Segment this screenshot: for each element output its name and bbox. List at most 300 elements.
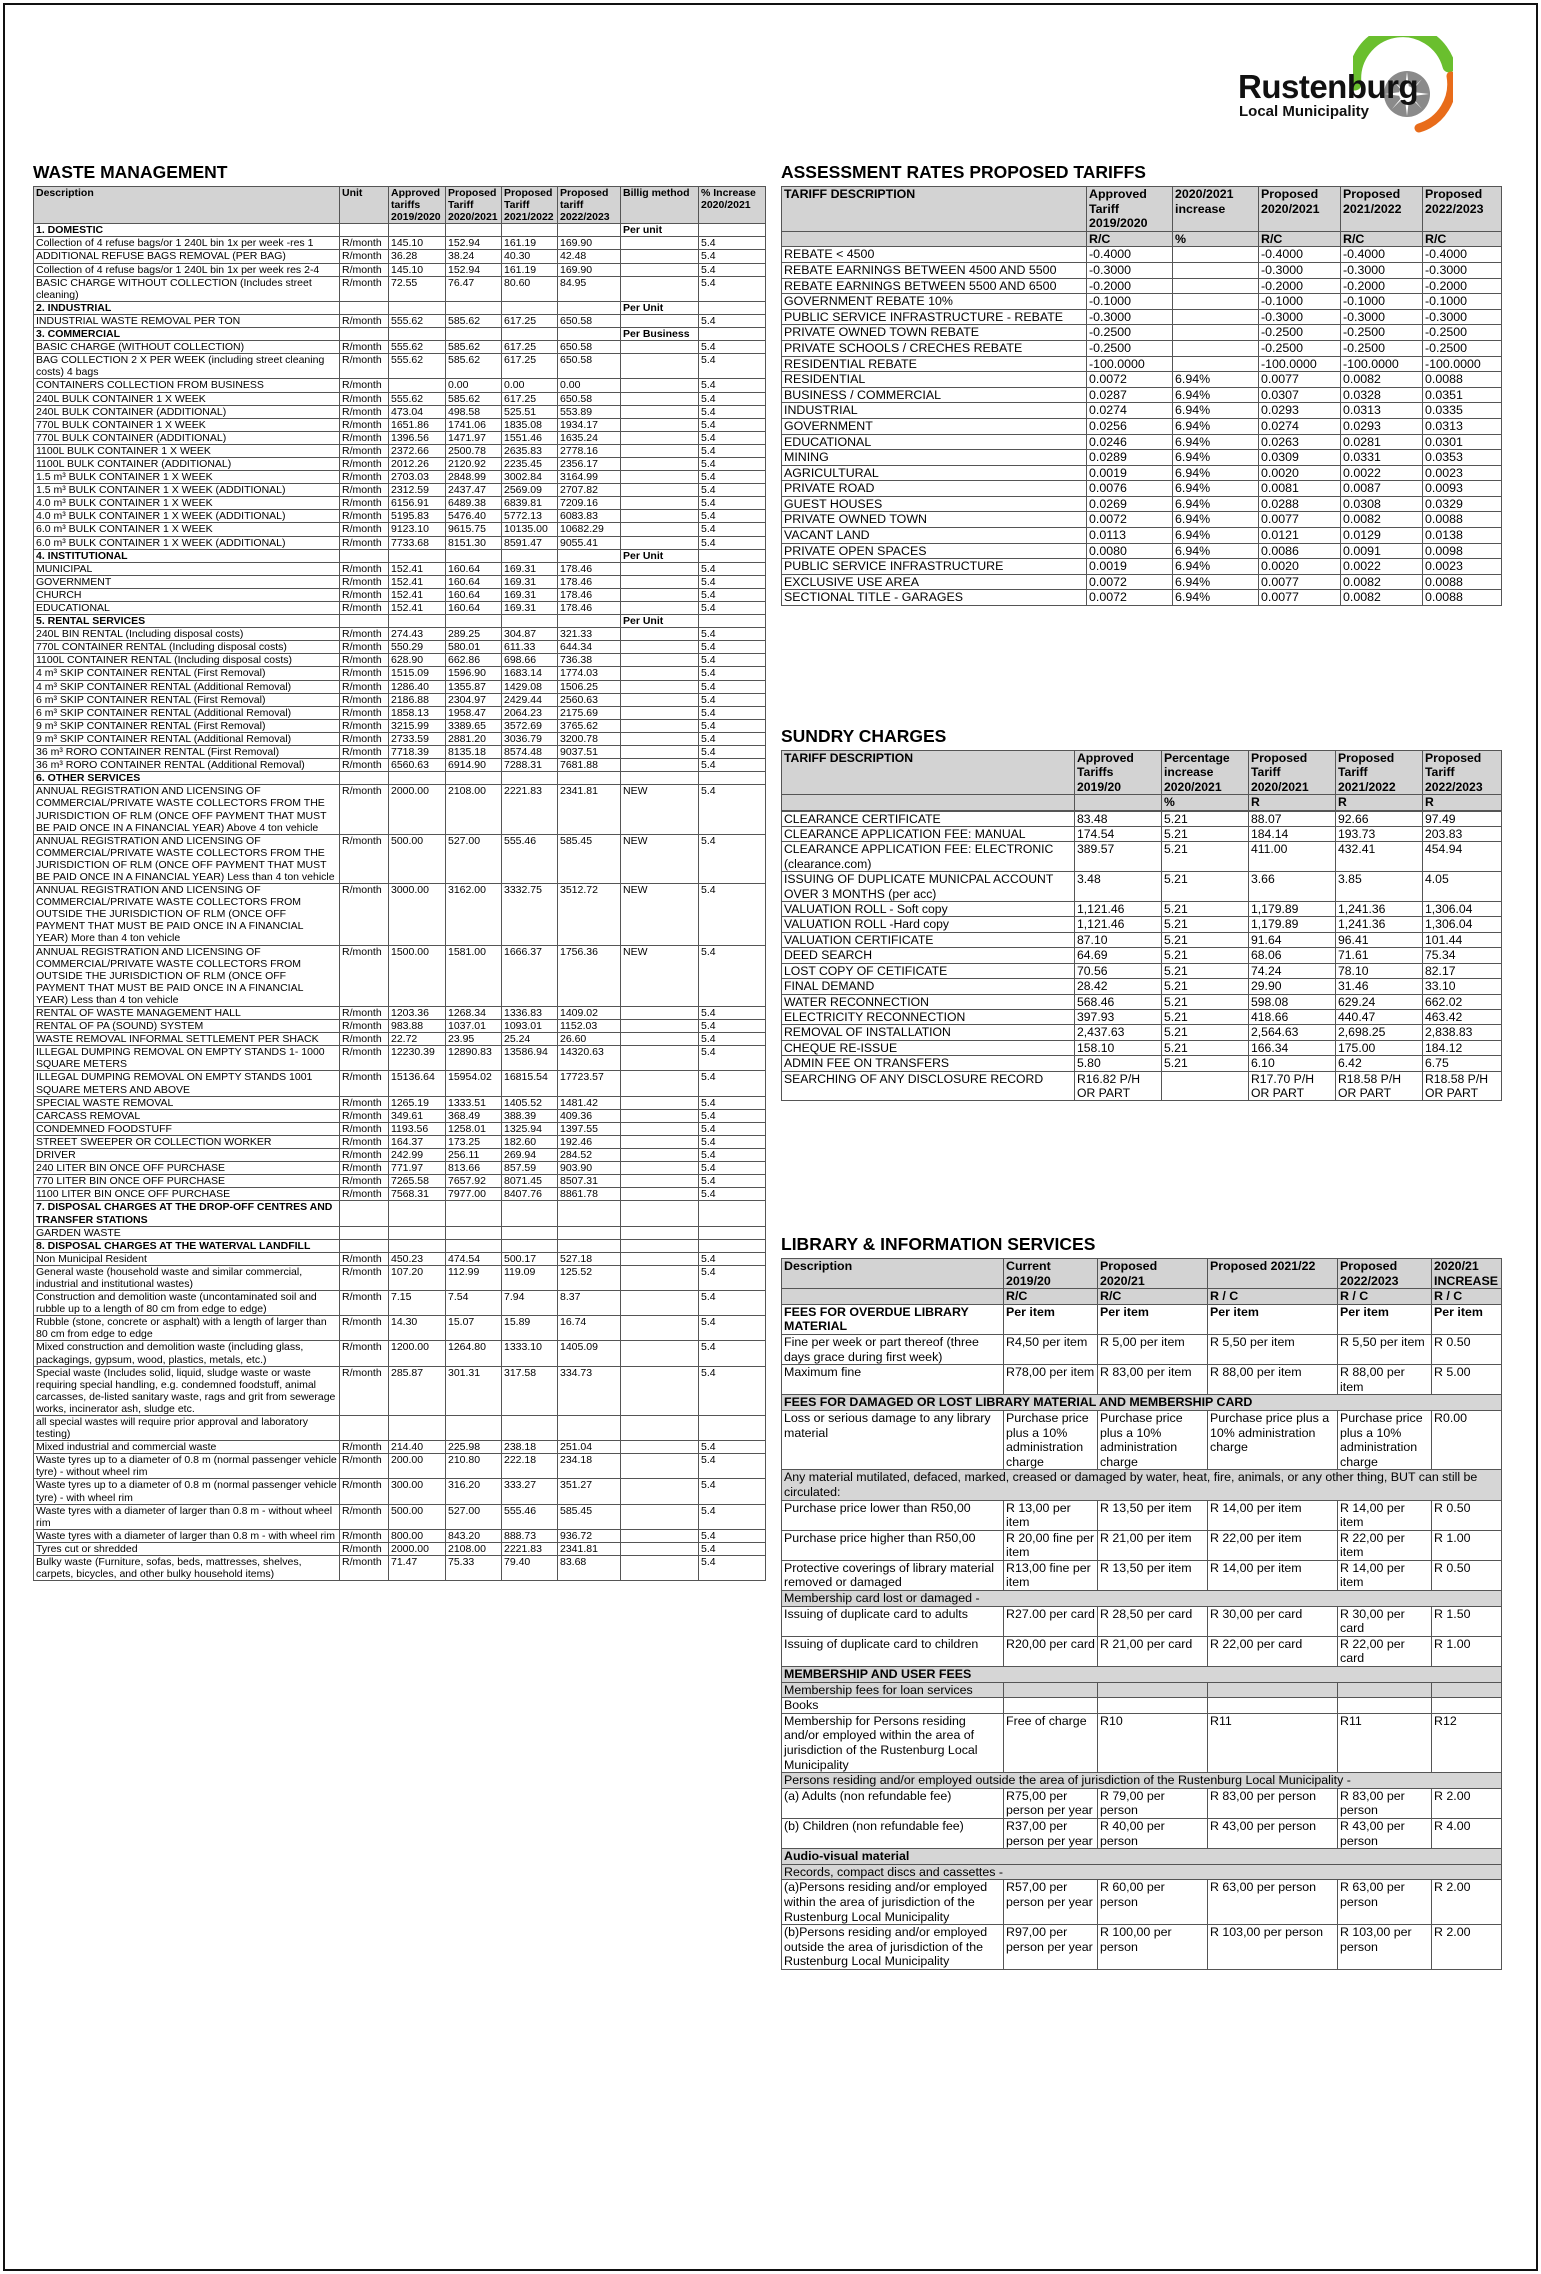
waste-cell: 1286.40	[389, 680, 446, 693]
waste-cell: Per Unit	[621, 301, 699, 314]
library-cell: R 22,00 per card	[1338, 1636, 1432, 1666]
logo-name: Rustenburg	[1238, 68, 1419, 105]
sundry-cell: R	[1423, 795, 1502, 810]
waste-cell: 1756.36	[558, 945, 621, 1006]
waste-cell: R/month	[340, 1007, 389, 1020]
rates-cell: -0.2000	[1341, 278, 1423, 294]
waste-cell	[621, 237, 699, 250]
waste-row	[34, 575, 766, 588]
waste-cell: DRIVER	[34, 1149, 340, 1162]
waste-row	[34, 785, 766, 834]
sundry-cell: 1,121.46	[1075, 917, 1162, 932]
library-band-cell: MEMBERSHIP AND USER FEES	[782, 1667, 1502, 1683]
sundry-cell: ISSUING OF DUPLICATE MUNICPAL ACCOUNT OVER 3 MONTHS (per acc)	[782, 872, 1075, 902]
waste-cell: 242.99	[389, 1149, 446, 1162]
waste-cell: 4.0 m³ BULK CONTAINER 1 X WEEK (ADDITIONAL)	[34, 510, 340, 523]
sundry-cell: CLEARANCE APPLICATION FEE: MANUAL	[782, 827, 1075, 842]
waste-cell: CHURCH	[34, 588, 340, 601]
waste-cell: 1429.08	[502, 680, 558, 693]
waste-col-header: Description	[34, 187, 340, 224]
rates-cell: -0.2500	[1259, 340, 1341, 356]
library-cell: R/C	[1098, 1289, 1208, 1305]
waste-cell: ANNUAL REGISTRATION AND LICENSING OF COMMERCIAL/PRIVATE WASTE COLLECTORS FROM OUTSIDE THE JURISDICTION OF RLM (ONCE OFF PAYMENT THAT MUST BE PAID ONCE IN A FINANCIAL YEAR) More than 4 ton vehicle	[34, 884, 340, 945]
waste-cell: 5.4	[699, 1366, 766, 1415]
waste-cell	[621, 562, 699, 575]
waste-cell: 585.45	[558, 834, 621, 883]
waste-cell	[446, 1201, 502, 1226]
waste-cell	[621, 444, 699, 457]
waste-cell: Per Business	[621, 328, 699, 341]
waste-cell	[621, 1316, 699, 1341]
waste-cell: 2. INDUSTRIAL	[34, 301, 340, 314]
waste-cell: 1666.37	[502, 945, 558, 1006]
waste-cell: R/month	[340, 706, 389, 719]
sundry-cell: REMOVAL OF INSTALLATION	[782, 1025, 1075, 1040]
waste-cell: 3002.84	[502, 471, 558, 484]
sundry-row	[782, 1025, 1502, 1040]
sundry-cell: 87.10	[1075, 932, 1162, 947]
sundry-cell: 5.21	[1162, 827, 1249, 842]
waste-cell: 36 m³ RORO CONTAINER RENTAL (Additional Removal)	[34, 759, 340, 772]
rates-row	[782, 294, 1502, 310]
library-cell: Books	[782, 1698, 1004, 1714]
waste-cell: R/month	[340, 354, 389, 379]
waste-cell	[621, 431, 699, 444]
rates-cell: -100.0000	[1341, 356, 1423, 372]
waste-cell: R/month	[340, 562, 389, 575]
rates-cell: PRIVATE SCHOOLS / CRECHES REBATE	[782, 340, 1087, 356]
library-cell: R10	[1098, 1713, 1208, 1772]
waste-cell: BAG COLLECTION 2 X PER WEEK (including street cleaning costs) 4 bags	[34, 354, 340, 379]
sundry-cell: 1,179.89	[1249, 902, 1336, 917]
rates-row	[782, 590, 1502, 606]
waste-cell	[389, 1239, 446, 1252]
rates-cell: -0.3000	[1423, 262, 1502, 278]
library-cell: R57,00 per person per year	[1004, 1880, 1098, 1925]
waste-row	[34, 457, 766, 470]
waste-cell: 2186.88	[389, 693, 446, 706]
sundry-cell: 598.08	[1249, 994, 1336, 1009]
waste-cell: R/month	[340, 1175, 389, 1188]
sundry-cell: 96.41	[1336, 932, 1423, 947]
sundry-row	[782, 932, 1502, 947]
waste-cell	[621, 1454, 699, 1479]
waste-cell: 5.4	[699, 523, 766, 536]
waste-cell: 210.80	[446, 1454, 502, 1479]
rates-cell: 0.0020	[1259, 559, 1341, 575]
rates-cell: 0.0088	[1423, 590, 1502, 606]
sundry-col-header: Approved Tariffs 2019/20	[1075, 751, 1162, 795]
sundry-cell: 64.69	[1075, 948, 1162, 963]
library-cell: FEES FOR OVERDUE LIBRARY MATERIAL	[782, 1304, 1004, 1334]
waste-cell: 617.25	[502, 341, 558, 354]
waste-cell: 500.00	[389, 834, 446, 883]
waste-cell: 5.4	[699, 785, 766, 834]
rates-cell: 0.0076	[1087, 481, 1173, 497]
sundry-cell: 6.10	[1249, 1056, 1336, 1071]
waste-cell: 650.58	[558, 392, 621, 405]
waste-cell: 5.4	[699, 276, 766, 301]
waste-cell: 285.87	[389, 1366, 446, 1415]
waste-cell: 9037.51	[558, 746, 621, 759]
sundry-cell: 91.64	[1249, 932, 1336, 947]
waste-row	[34, 1033, 766, 1046]
waste-cell: 0.00	[502, 379, 558, 392]
rates-cell: -0.2000	[1087, 278, 1173, 294]
sundry-cell: 5.21	[1162, 994, 1249, 1009]
waste-cell: R/month	[340, 667, 389, 680]
sundry-col-header: Percentage increase 2020/2021	[1162, 751, 1249, 795]
waste-cell	[340, 549, 389, 562]
waste-cell: 770L CONTAINER RENTAL (Including disposal costs)	[34, 641, 340, 654]
waste-cell	[389, 379, 446, 392]
waste-cell: 8591.47	[502, 536, 558, 549]
rates-cell: EXCLUSIVE USE AREA	[782, 574, 1087, 590]
library-cell: R97,00 per person per year	[1004, 1925, 1098, 1970]
waste-cell: 8135.18	[446, 746, 502, 759]
library-row	[782, 1925, 1502, 1970]
waste-row	[34, 392, 766, 405]
sundry-cell: 454.94	[1423, 842, 1502, 872]
waste-col-header: Billig method	[621, 187, 699, 224]
waste-cell: 450.23	[389, 1252, 446, 1265]
waste-row	[34, 484, 766, 497]
waste-row	[34, 588, 766, 601]
waste-row	[34, 1265, 766, 1290]
sundry-cell: 6.75	[1423, 1056, 1502, 1071]
waste-cell: 1409.02	[558, 1007, 621, 1020]
waste-cell: 1093.01	[502, 1020, 558, 1033]
library-cell	[1338, 1698, 1432, 1714]
library-cell: R 5,50 per item	[1338, 1334, 1432, 1364]
waste-cell: 22.72	[389, 1033, 446, 1046]
waste-cell: 585.62	[446, 354, 502, 379]
waste-cell	[502, 549, 558, 562]
waste-cell: 169.31	[502, 575, 558, 588]
waste-cell: 2341.81	[558, 785, 621, 834]
waste-row	[34, 719, 766, 732]
sundry-cell: 92.66	[1336, 811, 1423, 826]
library-row	[782, 1667, 1502, 1683]
waste-cell: 169.31	[502, 588, 558, 601]
library-cell: R37,00 per person per year	[1004, 1818, 1098, 1848]
rates-row	[782, 372, 1502, 388]
rates-cell: GUEST HOUSES	[782, 496, 1087, 512]
library-services-section	[781, 1234, 1501, 1970]
waste-cell	[621, 1149, 699, 1162]
waste-cell: 2707.82	[558, 484, 621, 497]
rates-cell: 6.94%	[1173, 512, 1259, 528]
sundry-cell: 5.21	[1162, 917, 1249, 932]
waste-cell: R/month	[340, 392, 389, 405]
library-cell: R13,00 fine per item	[1004, 1560, 1098, 1590]
library-cell: R 2.00	[1432, 1788, 1502, 1818]
rates-cell: PRIVATE OWNED TOWN REBATE	[782, 325, 1087, 341]
sundry-cell: 2,564.63	[1249, 1025, 1336, 1040]
waste-cell: 1506.25	[558, 680, 621, 693]
waste-cell: ANNUAL REGISTRATION AND LICENSING OF COMMERCIAL/PRIVATE WASTE COLLECTORS FROM OUTSIDE THE JURISDICTION OF RLM (ONCE OFF PAYMENT THAT MUST BE PAID ONCE IN A FINANCIAL YEAR) Less than 4 ton vehicle	[34, 945, 340, 1006]
waste-cell: 1152.03	[558, 1020, 621, 1033]
library-band-cell: Membership card lost or damaged -	[782, 1591, 1502, 1607]
sundry-cell: 3.66	[1249, 872, 1336, 902]
sundry-cell: 568.46	[1075, 994, 1162, 1009]
rates-cell: -0.2500	[1341, 325, 1423, 341]
waste-cell: 125.52	[558, 1265, 621, 1290]
waste-cell: R/month	[340, 484, 389, 497]
rates-cell: 0.0313	[1341, 403, 1423, 419]
waste-cell: 5.4	[699, 680, 766, 693]
waste-cell: 5195.83	[389, 510, 446, 523]
waste-cell: 368.49	[446, 1109, 502, 1122]
sundry-cell: 97.49	[1423, 811, 1502, 826]
waste-cell: R/month	[340, 1454, 389, 1479]
waste-cell	[446, 1416, 502, 1441]
waste-cell	[621, 667, 699, 680]
library-cell: R / C	[1338, 1289, 1432, 1305]
waste-cell	[446, 772, 502, 785]
waste-cell	[446, 224, 502, 237]
waste-cell: R/month	[340, 1135, 389, 1148]
waste-cell: Collection of 4 refuse bags/or 1 240L bin 1x per week -res 1	[34, 237, 340, 250]
waste-cell	[621, 759, 699, 772]
waste-cell: 5.4	[699, 641, 766, 654]
sundry-cell: 3.85	[1336, 872, 1423, 902]
library-cell: Membership fees for loan services	[782, 1682, 1004, 1698]
library-cell: Purchase price plus a 10% administration charge	[1098, 1410, 1208, 1469]
rates-cell	[1173, 294, 1259, 310]
waste-cell: 36 m³ RORO CONTAINER RENTAL (First Removal)	[34, 746, 340, 759]
waste-cell: 173.25	[446, 1135, 502, 1148]
rates-col-header: Proposed 2021/2022	[1341, 187, 1423, 232]
library-cell: R 60,00 per person	[1098, 1880, 1208, 1925]
rates-cell: 0.0309	[1259, 450, 1341, 466]
rates-cell: 0.0019	[1087, 559, 1173, 575]
rates-cell: -0.2000	[1423, 278, 1502, 294]
waste-cell	[621, 602, 699, 615]
waste-cell: 5.4	[699, 628, 766, 641]
waste-cell: 5.4	[699, 510, 766, 523]
waste-cell	[699, 224, 766, 237]
waste-cell: 234.18	[558, 1454, 621, 1479]
sundry-cell: 174.54	[1075, 827, 1162, 842]
rates-cell: -0.4000	[1087, 247, 1173, 263]
library-col-header: Current 2019/20	[1004, 1259, 1098, 1289]
rates-cell: 0.0088	[1423, 372, 1502, 388]
waste-cell: 4 m³ SKIP CONTAINER RENTAL (First Removal)	[34, 667, 340, 680]
waste-cell	[621, 1071, 699, 1096]
waste-cell: 7209.16	[558, 497, 621, 510]
sundry-cell: 31.46	[1336, 979, 1423, 994]
library-cell: R 22,00 per card	[1208, 1636, 1338, 1666]
rates-cell: R/C	[1341, 231, 1423, 247]
sundry-cell: 463.42	[1423, 1009, 1502, 1024]
rates-cell	[1173, 247, 1259, 263]
waste-cell: 7.54	[446, 1291, 502, 1316]
waste-cell	[621, 746, 699, 759]
waste-cell: 6156.91	[389, 497, 446, 510]
waste-cell: 200.00	[389, 1454, 446, 1479]
waste-cell	[502, 772, 558, 785]
waste-cell: 5.4	[699, 405, 766, 418]
waste-cell: 317.58	[502, 1366, 558, 1415]
waste-cell: 7. DISPOSAL CHARGES AT THE DROP-OFF CENTRES AND TRANSFER STATIONS	[34, 1201, 340, 1226]
waste-management-section	[33, 162, 765, 1581]
library-cell	[1432, 1698, 1502, 1714]
rates-cell: 6.94%	[1173, 465, 1259, 481]
rates-cell: -0.3000	[1087, 262, 1173, 278]
waste-cell: 1100 LITER BIN ONCE OFF PURCHASE	[34, 1188, 340, 1201]
waste-cell	[621, 628, 699, 641]
waste-cell: 5.4	[699, 945, 766, 1006]
waste-row	[34, 1188, 766, 1201]
sundry-cell: 5.21	[1162, 1025, 1249, 1040]
sundry-cell: 411.00	[1249, 842, 1336, 872]
waste-cell: 6083.83	[558, 510, 621, 523]
rates-cell: 0.0263	[1259, 434, 1341, 450]
waste-cell: 5.4	[699, 693, 766, 706]
waste-cell	[621, 575, 699, 588]
waste-row	[34, 549, 766, 562]
waste-cell	[502, 1239, 558, 1252]
waste-cell	[340, 301, 389, 314]
waste-row	[34, 1162, 766, 1175]
sundry-cell: 389.57	[1075, 842, 1162, 872]
waste-cell	[389, 301, 446, 314]
waste-cell: 5.4	[699, 706, 766, 719]
waste-row	[34, 1341, 766, 1366]
waste-cell	[446, 301, 502, 314]
rates-cell: 6.94%	[1173, 403, 1259, 419]
waste-cell: 5.4	[699, 457, 766, 470]
sundry-cell: 5.21	[1162, 948, 1249, 963]
library-cell: R 14,00 per item	[1208, 1500, 1338, 1530]
library-cell: Purchase price plus a 10% administration charge	[1208, 1410, 1338, 1469]
rates-title: ASSESSMENT RATES PROPOSED TARIFFS	[781, 162, 1146, 182]
sundry-cell: 5.21	[1162, 872, 1249, 902]
waste-cell: 2848.99	[446, 471, 502, 484]
waste-cell: 2108.00	[446, 785, 502, 834]
sundry-cell: 88.07	[1249, 811, 1336, 826]
rates-cell: 6.94%	[1173, 574, 1259, 590]
rates-cell: PRIVATE ROAD	[782, 481, 1087, 497]
waste-cell: 1471.97	[446, 431, 502, 444]
rates-cell: 0.0082	[1341, 574, 1423, 590]
waste-cell	[558, 1239, 621, 1252]
waste-cell: 164.37	[389, 1135, 446, 1148]
waste-cell	[558, 1201, 621, 1226]
library-cell	[1004, 1682, 1098, 1698]
waste-cell: 6. OTHER SERVICES	[34, 772, 340, 785]
waste-cell: 16815.54	[502, 1071, 558, 1096]
waste-cell: 8071.45	[502, 1175, 558, 1188]
waste-cell: 5.4	[699, 1007, 766, 1020]
waste-cell: 1193.56	[389, 1122, 446, 1135]
waste-row	[34, 693, 766, 706]
waste-cell: 1037.01	[446, 1020, 502, 1033]
waste-cell	[558, 301, 621, 314]
sundry-table	[781, 750, 1502, 1101]
waste-cell: 585.62	[446, 392, 502, 405]
rates-cell: 0.0289	[1087, 450, 1173, 466]
waste-cell	[446, 328, 502, 341]
sundry-col-header: TARIFF DESCRIPTION	[782, 751, 1075, 795]
sundry-row	[782, 963, 1502, 978]
rates-cell: 0.0281	[1341, 434, 1423, 450]
waste-cell	[621, 1175, 699, 1188]
library-cell: R 14,00 per item	[1338, 1500, 1432, 1530]
waste-cell: 5.4	[699, 562, 766, 575]
sundry-title: SUNDRY CHARGES	[781, 726, 947, 746]
library-cell	[1208, 1698, 1338, 1714]
waste-row	[34, 263, 766, 276]
waste-row	[34, 379, 766, 392]
rates-row	[782, 356, 1502, 372]
rates-cell: 6.94%	[1173, 590, 1259, 606]
waste-cell	[621, 1416, 699, 1441]
waste-cell: R/month	[340, 314, 389, 327]
waste-cell: 14320.63	[558, 1046, 621, 1071]
waste-cell	[502, 1226, 558, 1239]
waste-cell: RENTAL OF WASTE MANAGEMENT HALL	[34, 1007, 340, 1020]
waste-cell	[621, 1504, 699, 1529]
sundry-cell: 397.93	[1075, 1009, 1162, 1024]
waste-cell: 6 m³ SKIP CONTAINER RENTAL (Additional Removal)	[34, 706, 340, 719]
rates-cell: 0.0019	[1087, 465, 1173, 481]
sundry-cell: R18.58 P/H OR PART	[1336, 1071, 1423, 1101]
rates-cell: 0.0256	[1087, 418, 1173, 434]
library-cell: R/C	[1004, 1289, 1098, 1305]
waste-cell: 145.10	[389, 237, 446, 250]
waste-cell: CONTAINERS COLLECTION FROM BUSINESS	[34, 379, 340, 392]
sundry-cell: LOST COPY OF CETIFICATE	[782, 963, 1075, 978]
waste-cell: 12890.83	[446, 1046, 502, 1071]
waste-cell: 25.24	[502, 1033, 558, 1046]
waste-cell: 1774.03	[558, 667, 621, 680]
rates-cell: 0.0081	[1259, 481, 1341, 497]
sundry-cell: 175.00	[1336, 1040, 1423, 1055]
waste-cell: Per Unit	[621, 615, 699, 628]
sundry-cell: 6.42	[1336, 1056, 1423, 1071]
waste-cell: ILLEGAL DUMPING REMOVAL ON EMPTY STANDS 1001 SQUARE METERS AND ABOVE	[34, 1071, 340, 1096]
waste-cell: 555.46	[502, 834, 558, 883]
waste-row	[34, 945, 766, 1006]
waste-cell: 555.62	[389, 392, 446, 405]
waste-cell: 5.4	[699, 719, 766, 732]
sundry-cell: 33.10	[1423, 979, 1502, 994]
waste-cell: 351.27	[558, 1479, 621, 1504]
waste-cell: 843.20	[446, 1529, 502, 1542]
waste-cell	[389, 772, 446, 785]
library-band-cell: Persons residing and/or employed outside the area of jurisdiction of the Rustenburg Local Municipality -	[782, 1773, 1502, 1789]
waste-cell: 8407.76	[502, 1188, 558, 1201]
waste-cell: 2000.00	[389, 1542, 446, 1555]
waste-cell: 5.4	[699, 1188, 766, 1201]
rates-cell: 0.0331	[1341, 450, 1423, 466]
sundry-cell: WATER RECONNECTION	[782, 994, 1075, 1009]
waste-cell: CONDEMNED FOODSTUFF	[34, 1122, 340, 1135]
rates-cell: -0.3000	[1341, 262, 1423, 278]
waste-cell: 161.19	[502, 237, 558, 250]
waste-cell: 152.94	[446, 237, 502, 250]
rates-cell: R/C	[1259, 231, 1341, 247]
waste-cell: R/month	[340, 1071, 389, 1096]
waste-cell: 192.46	[558, 1135, 621, 1148]
waste-cell: 12230.39	[389, 1046, 446, 1071]
library-cell: Purchase price plus a 10% administration charge	[1004, 1410, 1098, 1469]
waste-row	[34, 510, 766, 523]
waste-row	[34, 1529, 766, 1542]
waste-cell: 2221.83	[502, 785, 558, 834]
